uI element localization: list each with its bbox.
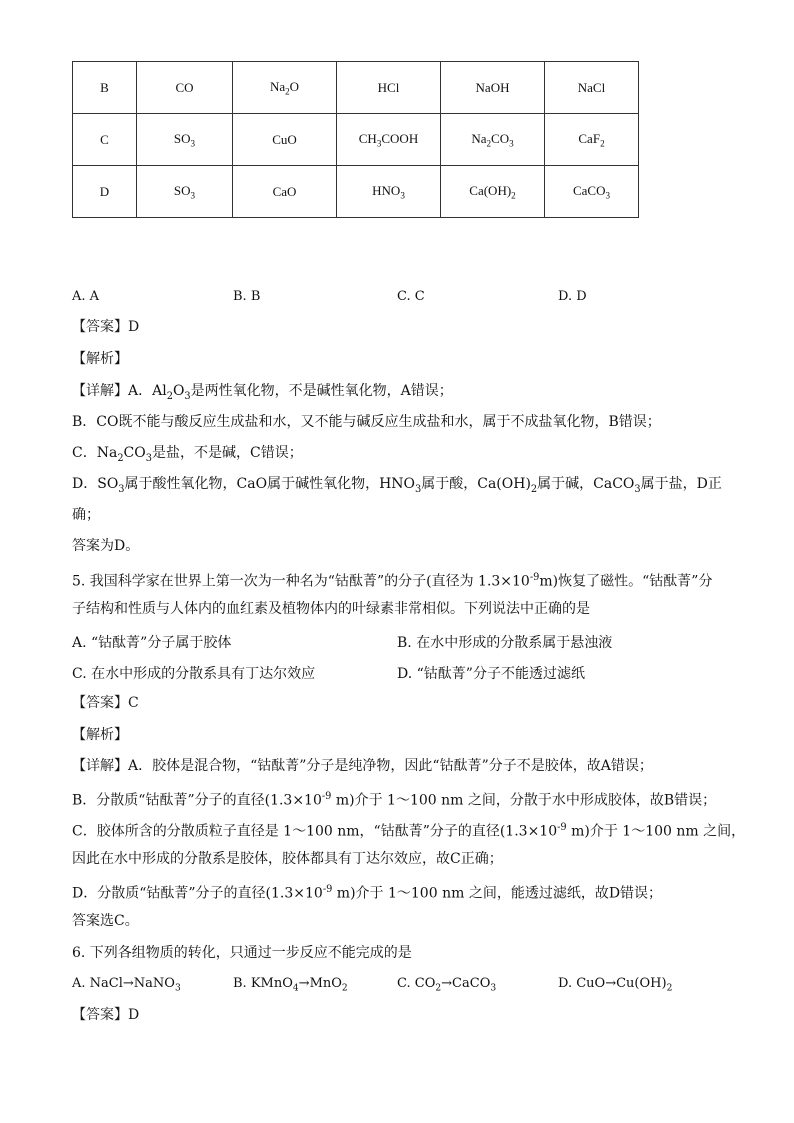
q4-answer: 【答案】D [72, 319, 140, 335]
q5-answer: 【答案】C [72, 695, 139, 711]
row-label: B [73, 62, 137, 114]
q5-option-b: B. 在水中形成的分散系属于悬浊液 [397, 635, 613, 651]
table-cell: CaF$_2$ [545, 114, 639, 166]
q4-explanation-line: 【详解】A．$Al_2O_3$是两性氧化物，不是碱性氧化物，A错误； [72, 383, 453, 402]
q5-option-d: D. “钴酞菁”分子不能透过滤纸 [397, 666, 585, 682]
q4-option-c: C. C [397, 289, 425, 304]
q5-explanation-line: B．分散质“钴酞菁”分子的直径($1.3\times 10^{-9}$ m)介于 1～100 nm 之间，分散于水中形成胶体，故B错误； [72, 791, 717, 809]
table-row [73, 114, 639, 166]
q5-stem-line: 子结构和性质与人体内的血红素及植物体内的叶绿素非常相似。下列说法中正确的是 [72, 601, 590, 617]
q5-analysis-heading: 【解析】 [72, 727, 128, 743]
table-cell: $SO_3$ [137, 166, 233, 218]
q6-stem: 6. 下列各组物质的转化，只通过一步反应不能完成的是 [72, 945, 412, 961]
q5-explanation-line: D．分散质“钴酞菁”分子的直径($1.3\times 10^{-9}$ m)介于 1～100 nm 之间，能透过滤纸，故D错误； [72, 884, 663, 902]
table-cell: CaO [233, 166, 337, 218]
table-cell: CuO [233, 114, 337, 166]
q4-conclusion: 答案为D。 [72, 538, 140, 554]
q4-analysis-heading: 【解析】 [72, 351, 128, 367]
table-cell: CO [137, 62, 233, 114]
q4-explanation-line: D．$SO_3$属于酸性氧化物，CaO属于碱性氧化物，$HNO_3$属于酸，$Ca(OH)_2$属于碱，CaCO$_3$属于盐，D正 [72, 476, 722, 495]
table-row [73, 62, 639, 114]
row-label: C [73, 114, 137, 166]
table-cell: NaOH [441, 62, 545, 114]
q4-explanation-line: C．$Na_2CO_3$是盐，不是碱，C错误； [72, 445, 303, 464]
row-label: D [73, 166, 137, 218]
table-row [73, 166, 639, 218]
q6-option-c: C. $CO_2\to CaCO_3$ [397, 976, 497, 994]
table-cell: $HNO_3$ [337, 166, 441, 218]
q6-answer: 【答案】D [72, 1007, 140, 1023]
q4-explanation-line: B．CO既不能与酸反应生成盐和水，又不能与碱反应生成盐和水，属于不成盐氧化物，B错误； [72, 414, 661, 430]
table-cell: $Na_2O$ [233, 62, 337, 114]
table-cell: NaCl [545, 62, 639, 114]
q5-explanation-line: C．胶体所含的分散质粒子直径是 1～100 nm，“钴酞菁”分子的直径($1.3\times 10^{-9}$ m)介于 1～100 nm 之间， [72, 822, 746, 840]
table-cell: $CH_3COOH$ [337, 114, 441, 166]
q5-explanation-line: 【详解】A．胶体是混合物，“钴酞菁”分子是纯净物，因此“钴酞菁”分子不是胶体，故A错误； [72, 758, 653, 774]
table-cell: $Na_2CO_3$ [441, 114, 545, 166]
q4-explanation-line: 确； [72, 507, 100, 523]
table-cell: $SO_3$ [137, 114, 233, 166]
q6-option-d: D. $CuO\to Cu(OH)_2$ [558, 976, 673, 994]
table-cell: CaCO$_3$ [545, 166, 639, 218]
q5-option-a: A. “钴酞菁”分子属于胶体 [72, 635, 232, 651]
q4-option-a: A. A [72, 289, 100, 304]
q5-explanation-line: 因此在水中形成的分散系是胶体，胶体都具有丁达尔效应，故C正确； [72, 851, 503, 867]
q6-option-a: A. NaCl→NaNO$_3$ [72, 976, 181, 994]
q4-option-d: D. D [558, 289, 587, 304]
q5-option-c: C. 在水中形成的分散系具有丁达尔效应 [72, 666, 316, 682]
table-cell: HCl [337, 62, 441, 114]
q6-option-b: B. KMnO$_4$→MnO$_2$ [233, 976, 348, 994]
q5-conclusion: 答案选C。 [72, 913, 139, 929]
q5-stem-line: 5. 我国科学家在世界上第一次为一种名为“钴酞菁”的分子(直径为 $1.3\times 10^{-9}m$)恢复了磁性。“钴酞菁”分 [72, 572, 713, 590]
compound-classification-table [72, 61, 639, 218]
table-cell: $Ca(OH)_2$ [441, 166, 545, 218]
q4-option-b: B. B [233, 289, 261, 304]
